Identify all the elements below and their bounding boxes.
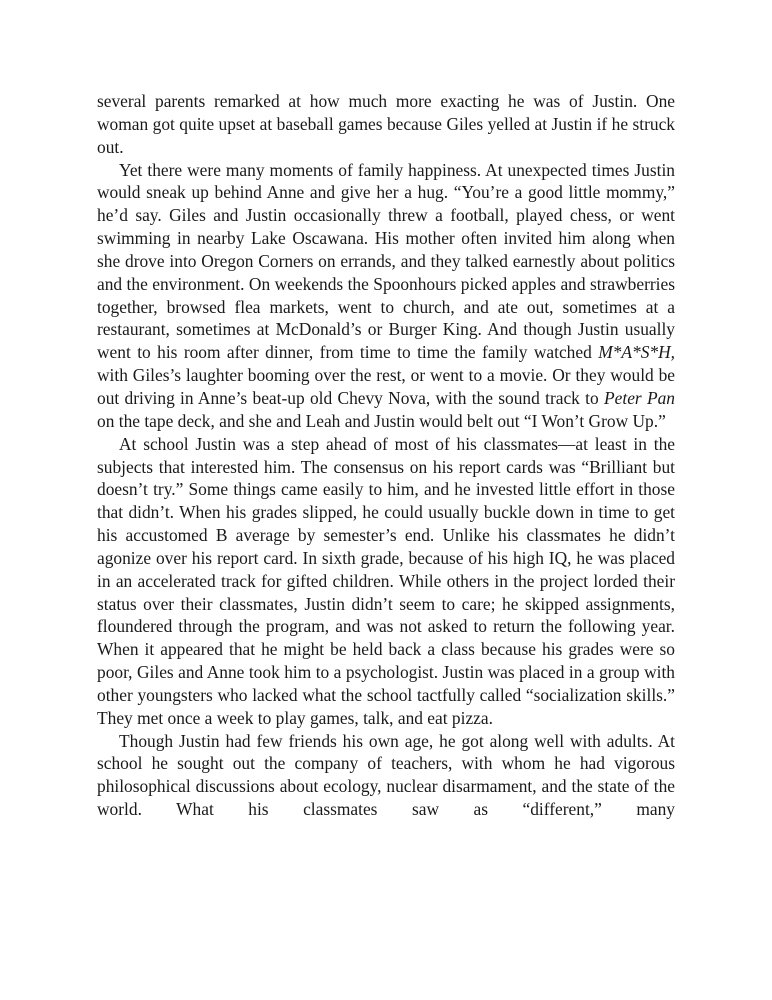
paragraph-2 [97,159,675,433]
paragraph-4-text: Though Justin had few friends his own age, he got along well with adults. At school he sought out the company of teachers, with whom he had vigorous philosophical discussions about ecology, nuclear disarmament, and the state of the world. What his classmates saw as “different,” many [97,730,675,820]
paragraph-2-text-a: Yet there were many moments of family happiness. At unexpected times Justin would sneak up behind Anne and give her a hug. “You’re a good little mommy,” he’d say. Giles and Justin occasionally threw a football, played chess, or went swimming in nearby Lake Oscawana. His mother often invited him along when she drove into Oregon Corners on errands, and they talked earnestly about politics and the environment. On weekends the Spoonhours picked apples and strawberries together, browsed flea markets, went to church, and ate out, sometimes at a restaurant, sometimes at McDonald’s or Burger King. And though Justin usually went to his room after dinner, from time to time the family watched [97,159,675,363]
paragraph-3 [97,433,675,730]
paragraph-3-text: At school Justin was a step ahead of most of his classmates—at least in the subjects that interested him. The consensus on his report cards was “Brilliant but doesn’t try.” Some things came easily to him, and he invested little effort in those that didn’t. When his grades slipped, he could usually buckle down in time to get his accustomed B average by semester’s end. Unlike his classmates he didn’t agonize over his report card. In sixth grade, because of his high IQ, he was placed in an accelerated track for gifted children. While others in the project lorded their status over their classmates, Justin didn’t seem to care; he skipped assignments, floundered through the program, and was not asked to return the following year. When it appeared that he might be held back a class because his grades were so poor, Giles and Anne took him to a psychologist. Justin was placed in a group with other youngsters who lacked what the school tactfully called “socialization skills.” They met once a week to play games, talk, and eat pizza. [97,433,675,728]
paragraph-1 [97,90,675,159]
soundtrack-title: Peter Pan [604,387,675,408]
paragraph-2-text-c: on the tape deck, and she and Leah and Justin would belt out “I Won’t Grow Up.” [97,410,666,431]
paragraph-1-text: several parents remarked at how much more exacting he was of Justin. One woman got quite upset at baseball games because Giles yelled at Justin if he struck out. [97,91,675,157]
paragraph-2-text-b: with Giles’s laughter booming over the rest, or went to a movie. Or they would be out driving in Anne’s beat-up old Chevy Nova, with the sound track to [97,365,675,408]
tv-show-title: M*A*S*H, [598,342,675,363]
book-page [97,90,675,821]
paragraph-4 [97,730,675,821]
